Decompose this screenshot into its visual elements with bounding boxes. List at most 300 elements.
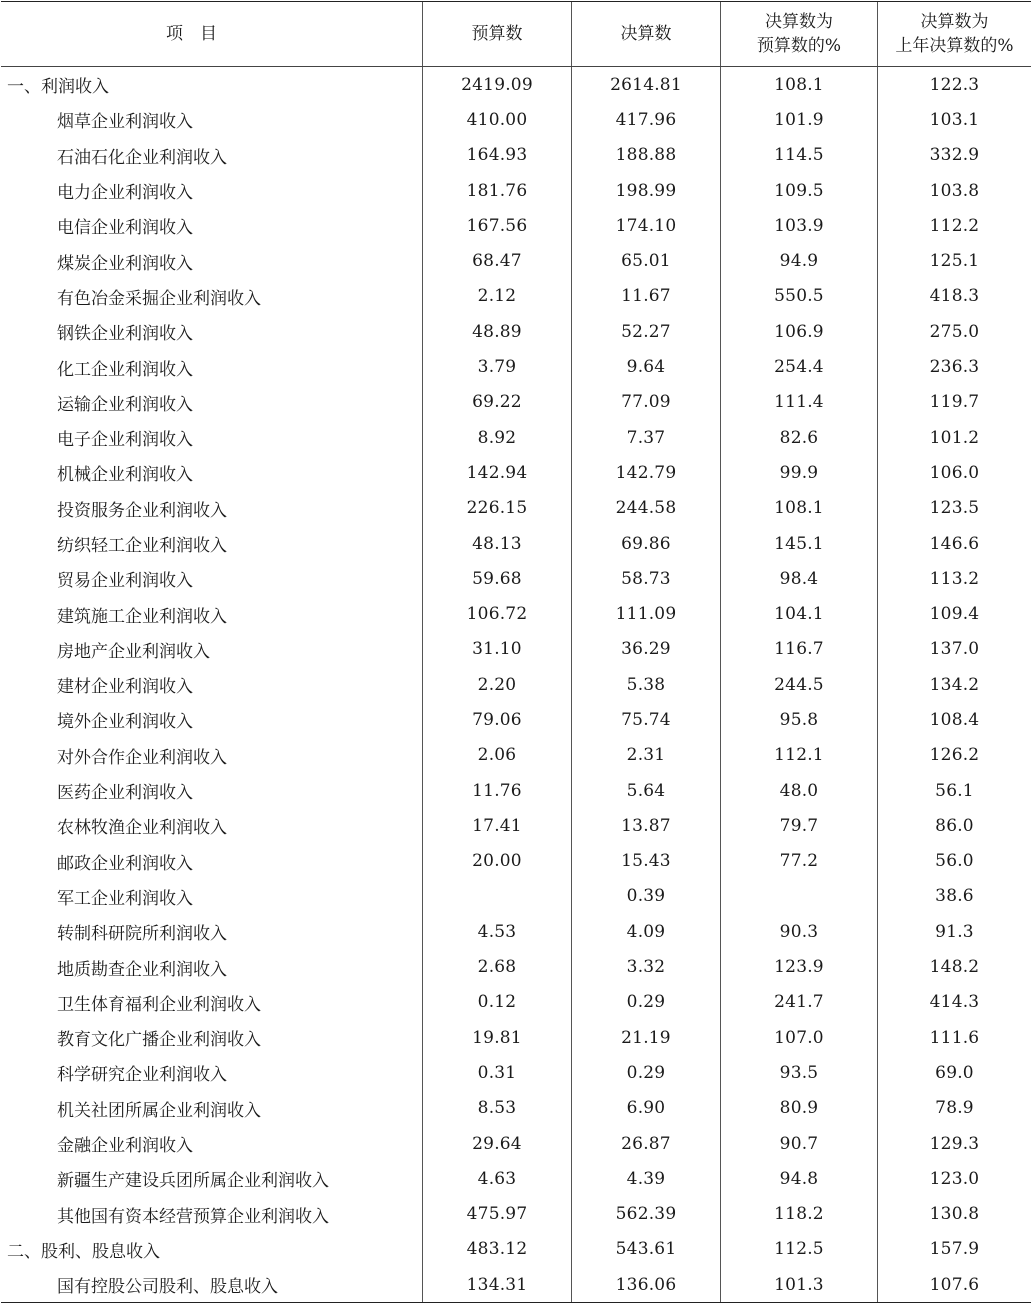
row-item — [1, 138, 422, 173]
header-pct-budget-line1: 决算数为 — [765, 12, 833, 32]
row-budget — [422, 808, 571, 843]
row-pct-prev — [877, 1161, 1031, 1196]
row-item-text: 烟草企业利润收入 — [57, 112, 193, 133]
row-pct-prev — [877, 455, 1031, 490]
row-budget — [422, 1020, 571, 1055]
row-pct-budget-text: 116.7 — [774, 639, 824, 660]
row-pct-budget — [720, 491, 877, 526]
table-row — [1, 632, 1031, 667]
row-pct-budget-text: 101.3 — [774, 1274, 824, 1295]
table-row — [1, 243, 1031, 278]
table-row — [1, 1267, 1031, 1302]
row-item — [1, 314, 422, 349]
row-pct-budget-text: 108.1 — [774, 498, 824, 519]
row-item — [1, 1091, 422, 1126]
row-item — [1, 1126, 422, 1161]
row-final — [571, 491, 720, 526]
row-budget-text: 4.63 — [477, 1168, 517, 1189]
row-final-text: 4.39 — [626, 1168, 666, 1189]
row-item — [1, 596, 422, 631]
row-item-text: 电信企业利润收入 — [57, 218, 193, 239]
row-pct-budget — [720, 455, 877, 490]
row-final-text: 6.90 — [626, 1098, 666, 1119]
row-budget-text: 69.22 — [472, 392, 522, 413]
row-pct-budget-text: 112.1 — [774, 745, 824, 766]
row-item — [1, 1161, 422, 1196]
row-pct-prev — [877, 808, 1031, 843]
row-final — [571, 420, 720, 455]
row-final — [571, 1055, 720, 1090]
row-budget — [422, 632, 571, 667]
row-final — [571, 385, 720, 420]
row-budget-text: 181.76 — [466, 180, 528, 201]
table-row — [1, 808, 1031, 843]
row-item — [1, 491, 422, 526]
row-pct-budget — [720, 420, 877, 455]
row-final — [571, 102, 720, 137]
row-final-text: 417.96 — [615, 109, 677, 130]
table-row — [1, 455, 1031, 490]
table-row — [1, 949, 1031, 984]
row-pct-prev — [877, 632, 1031, 667]
row-budget — [422, 1267, 571, 1302]
row-pct-prev-text: 418.3 — [929, 286, 980, 307]
row-item-text: 对外合作企业利润收入 — [57, 747, 227, 768]
row-pct-budget — [720, 1126, 877, 1161]
row-final-text: 2.31 — [626, 745, 666, 766]
row-pct-prev — [877, 208, 1031, 243]
row-final — [571, 243, 720, 278]
row-item — [1, 455, 422, 490]
row-budget — [422, 596, 571, 631]
row-budget-text: 142.94 — [466, 462, 528, 483]
row-pct-prev-text: 130.8 — [929, 1204, 980, 1225]
row-pct-budget-text: 94.9 — [779, 251, 819, 272]
row-pct-budget-text: 114.5 — [774, 145, 824, 166]
header-budget-label: 预算数 — [471, 24, 523, 44]
row-pct-budget-text: 107.0 — [774, 1027, 824, 1048]
row-pct-budget — [720, 1161, 877, 1196]
row-item-text: 机关社团所属企业利润收入 — [57, 1100, 261, 1121]
row-budget — [422, 773, 571, 808]
table-row — [1, 1161, 1031, 1196]
row-budget-text: 20.00 — [472, 851, 522, 872]
table-body — [1, 67, 1031, 1302]
row-budget — [422, 67, 571, 102]
row-pct-budget — [720, 1055, 877, 1090]
row-pct-prev-text: 91.3 — [935, 921, 974, 942]
row-pct-budget — [720, 561, 877, 596]
row-final-text: 543.61 — [615, 1239, 677, 1260]
row-pct-budget — [720, 208, 877, 243]
row-budget-text: 164.93 — [466, 145, 528, 166]
row-final-text: 0.39 — [626, 886, 666, 907]
header-final — [571, 2, 720, 66]
row-pct-prev — [877, 596, 1031, 631]
table-row — [1, 208, 1031, 243]
row-item-text: 投资服务企业利润收入 — [57, 500, 227, 521]
row-budget — [422, 526, 571, 561]
row-budget — [422, 173, 571, 208]
row-pct-budget — [720, 1267, 877, 1302]
row-final-text: 75.74 — [621, 709, 671, 730]
table-row — [1, 385, 1031, 420]
row-pct-prev-text: 109.4 — [929, 604, 980, 625]
table-row — [1, 67, 1031, 102]
row-item — [1, 173, 422, 208]
row-pct-budget — [720, 667, 877, 702]
budget-table — [1, 1, 1031, 1303]
row-final-text: 69.86 — [621, 533, 671, 554]
row-pct-prev-text: 134.2 — [929, 674, 980, 695]
row-pct-prev — [877, 314, 1031, 349]
row-item-text: 新疆生产建设兵团所属企业利润收入 — [57, 1171, 329, 1192]
row-final — [571, 808, 720, 843]
row-pct-prev — [877, 1267, 1031, 1302]
row-pct-prev-text: 69.0 — [935, 1062, 974, 1083]
row-pct-prev-text: 332.9 — [929, 145, 980, 166]
row-final — [571, 138, 720, 173]
row-item — [1, 102, 422, 137]
row-pct-prev — [877, 526, 1031, 561]
row-final — [571, 208, 720, 243]
row-budget-text: 17.41 — [472, 815, 522, 836]
row-pct-budget — [720, 314, 877, 349]
row-budget — [422, 243, 571, 278]
row-item-text: 煤炭企业利润收入 — [57, 253, 193, 274]
row-final — [571, 349, 720, 384]
row-pct-prev — [877, 243, 1031, 278]
table-row — [1, 1126, 1031, 1161]
row-pct-prev-text: 106.0 — [929, 462, 980, 483]
row-item — [1, 385, 422, 420]
table-row — [1, 596, 1031, 631]
row-item-text: 科学研究企业利润收入 — [57, 1065, 227, 1086]
table-row — [1, 561, 1031, 596]
row-item-text: 石油石化企业利润收入 — [57, 147, 227, 168]
row-budget — [422, 702, 571, 737]
row-item — [1, 1232, 422, 1267]
row-final — [571, 314, 720, 349]
row-final — [571, 738, 720, 773]
row-item-text: 有色冶金采掘企业利润收入 — [57, 288, 261, 309]
table-row — [1, 1091, 1031, 1126]
row-budget-text: 31.10 — [472, 639, 522, 660]
row-pct-prev-text: 123.0 — [929, 1168, 980, 1189]
row-pct-budget-text: 112.5 — [774, 1239, 824, 1260]
row-item — [1, 1055, 422, 1090]
row-pct-budget — [720, 808, 877, 843]
row-pct-prev — [877, 949, 1031, 984]
row-pct-prev — [877, 561, 1031, 596]
row-pct-budget-text: 106.9 — [774, 321, 824, 342]
row-pct-prev — [877, 385, 1031, 420]
row-item-text: 建筑施工企业利润收入 — [57, 606, 227, 627]
row-pct-budget-text: 123.9 — [774, 957, 824, 978]
row-budget-text: 410.00 — [466, 109, 528, 130]
row-final-text: 0.29 — [626, 992, 666, 1013]
row-budget — [422, 455, 571, 490]
row-final — [571, 773, 720, 808]
row-pct-prev-text: 146.6 — [929, 533, 980, 554]
row-budget — [422, 914, 571, 949]
row-item — [1, 738, 422, 773]
row-pct-budget — [720, 879, 877, 914]
row-final — [571, 1267, 720, 1302]
row-final-text: 11.67 — [621, 286, 671, 307]
table-row — [1, 1232, 1031, 1267]
row-final-text: 562.39 — [615, 1204, 677, 1225]
row-pct-budget-text: 111.4 — [774, 392, 824, 413]
table-row — [1, 173, 1031, 208]
row-item-text: 转制科研院所利润收入 — [57, 924, 227, 945]
row-item — [1, 702, 422, 737]
row-item-text: 钢铁企业利润收入 — [57, 324, 193, 345]
row-item-text: 邮政企业利润收入 — [57, 853, 193, 874]
header-pct-prev — [877, 2, 1031, 66]
row-item — [1, 914, 422, 949]
row-pct-prev — [877, 773, 1031, 808]
row-pct-budget-text: 101.9 — [774, 109, 824, 130]
row-pct-budget — [720, 1232, 877, 1267]
row-pct-prev-text: 112.2 — [929, 215, 980, 236]
row-budget — [422, 667, 571, 702]
row-item-text: 电子企业利润收入 — [57, 430, 193, 451]
row-budget-text: 483.12 — [466, 1239, 528, 1260]
row-budget-text: 4.53 — [477, 921, 517, 942]
row-item-text: 医药企业利润收入 — [57, 783, 193, 804]
row-item-text: 地质勘查企业利润收入 — [57, 959, 227, 980]
row-final — [571, 173, 720, 208]
row-pct-prev — [877, 173, 1031, 208]
row-item — [1, 561, 422, 596]
row-pct-prev — [877, 138, 1031, 173]
row-item-text: 境外企业利润收入 — [57, 712, 193, 733]
table-row — [1, 349, 1031, 384]
row-pct-prev-text: 103.1 — [929, 109, 980, 130]
row-final-text: 58.73 — [621, 568, 671, 589]
row-pct-budget — [720, 985, 877, 1020]
row-final-text: 5.64 — [626, 780, 666, 801]
row-final — [571, 279, 720, 314]
row-final-text: 198.99 — [615, 180, 677, 201]
row-item — [1, 1267, 422, 1302]
row-final-text: 7.37 — [626, 427, 666, 448]
row-item — [1, 844, 422, 879]
row-final-text: 2614.81 — [610, 74, 682, 95]
row-budget-text: 2.20 — [477, 674, 517, 695]
row-pct-prev-text: 101.2 — [929, 427, 980, 448]
header-pct-budget-line2: 预算数的% — [756, 36, 842, 56]
row-final — [571, 596, 720, 631]
table-row — [1, 1197, 1031, 1232]
row-pct-prev-text: 275.0 — [929, 321, 980, 342]
row-final-text: 5.38 — [626, 674, 666, 695]
row-final-text: 15.43 — [621, 851, 671, 872]
row-pct-prev — [877, 879, 1031, 914]
row-item-text: 农林牧渔企业利润收入 — [57, 818, 227, 839]
row-pct-prev-text: 103.8 — [929, 180, 980, 201]
row-pct-budget — [720, 914, 877, 949]
header-budget — [422, 2, 571, 66]
row-item-text: 军工企业利润收入 — [57, 888, 193, 909]
row-budget-text: 48.13 — [472, 533, 522, 554]
row-item — [1, 632, 422, 667]
table-row — [1, 138, 1031, 173]
row-budget-text: 3.79 — [477, 357, 517, 378]
row-final — [571, 702, 720, 737]
row-budget-text: 106.72 — [466, 604, 528, 625]
row-budget — [422, 279, 571, 314]
row-pct-budget-text: 118.2 — [774, 1204, 824, 1225]
row-pct-prev-text: 56.0 — [935, 851, 974, 872]
row-pct-prev — [877, 667, 1031, 702]
row-final — [571, 844, 720, 879]
row-final-text: 36.29 — [621, 639, 671, 660]
row-final-text: 3.32 — [626, 957, 666, 978]
table-row — [1, 314, 1031, 349]
row-final-text: 77.09 — [621, 392, 671, 413]
table-row — [1, 491, 1031, 526]
row-pct-prev — [877, 491, 1031, 526]
header-pct-prev-line2: 上年决算数的% — [895, 36, 1014, 56]
row-pct-prev-text: 56.1 — [935, 780, 974, 801]
row-final-text: 52.27 — [621, 321, 671, 342]
table-row — [1, 1020, 1031, 1055]
row-budget — [422, 1197, 571, 1232]
row-final — [571, 1197, 720, 1232]
row-pct-budget-text: 254.4 — [774, 357, 824, 378]
row-final-text: 142.79 — [615, 462, 677, 483]
row-item-text: 建材企业利润收入 — [57, 677, 193, 698]
row-budget — [422, 561, 571, 596]
row-final-text: 13.87 — [621, 815, 671, 836]
row-budget-text: 2.12 — [477, 286, 517, 307]
row-budget-text: 167.56 — [466, 215, 528, 236]
row-pct-prev-text: 137.0 — [929, 639, 980, 660]
row-pct-budget-text: 145.1 — [774, 533, 824, 554]
row-final — [571, 1232, 720, 1267]
row-budget-text: 68.47 — [472, 251, 522, 272]
row-pct-budget-text: 244.5 — [774, 674, 824, 695]
row-final — [571, 1020, 720, 1055]
row-final-text: 188.88 — [615, 145, 677, 166]
row-pct-prev-text: 38.6 — [935, 886, 974, 907]
row-budget-text: 8.92 — [477, 427, 517, 448]
row-final-text: 21.19 — [621, 1027, 671, 1048]
row-pct-budget — [720, 596, 877, 631]
row-pct-budget-text: 241.7 — [774, 992, 824, 1013]
row-budget — [422, 1126, 571, 1161]
row-pct-budget — [720, 1091, 877, 1126]
row-pct-prev-text: 119.7 — [929, 392, 980, 413]
table-row — [1, 985, 1031, 1020]
row-budget-text: 0.31 — [477, 1062, 517, 1083]
row-pct-prev — [877, 985, 1031, 1020]
row-pct-prev — [877, 1197, 1031, 1232]
row-final — [571, 1161, 720, 1196]
row-pct-budget-text: 99.9 — [779, 462, 819, 483]
row-item-text: 国有控股公司股利、股息收入 — [57, 1277, 278, 1298]
row-pct-budget-text: 90.7 — [779, 1133, 819, 1154]
row-pct-budget-text: 98.4 — [779, 568, 819, 589]
row-pct-prev-text: 86.0 — [935, 815, 974, 836]
row-pct-budget — [720, 526, 877, 561]
row-item-text: 贸易企业利润收入 — [57, 571, 193, 592]
row-item — [1, 208, 422, 243]
row-pct-prev — [877, 738, 1031, 773]
row-pct-budget — [720, 738, 877, 773]
table-row — [1, 102, 1031, 137]
row-pct-budget-text: 93.5 — [779, 1062, 819, 1083]
row-pct-prev — [877, 349, 1031, 384]
row-item — [1, 1197, 422, 1232]
row-pct-prev-text: 129.3 — [929, 1133, 980, 1154]
row-pct-prev-text: 126.2 — [929, 745, 980, 766]
row-final — [571, 1091, 720, 1126]
row-budget-text: 29.64 — [472, 1133, 522, 1154]
table-row — [1, 738, 1031, 773]
row-final — [571, 879, 720, 914]
row-item-text: 教育文化广播企业利润收入 — [57, 1030, 261, 1051]
row-pct-budget-text: 94.8 — [779, 1168, 819, 1189]
table-row — [1, 420, 1031, 455]
row-pct-budget — [720, 349, 877, 384]
row-budget-text: 19.81 — [472, 1027, 522, 1048]
row-final — [571, 985, 720, 1020]
table-row — [1, 702, 1031, 737]
row-pct-prev — [877, 1126, 1031, 1161]
row-pct-budget — [720, 1020, 877, 1055]
row-item-text: 纺织轻工企业利润收入 — [57, 536, 227, 556]
table-row — [1, 526, 1031, 561]
row-budget-text: 0.12 — [477, 992, 517, 1013]
row-final — [571, 667, 720, 702]
row-pct-budget — [720, 102, 877, 137]
row-item — [1, 985, 422, 1020]
row-item — [1, 526, 422, 561]
row-final — [571, 949, 720, 984]
header-item-label: 项 目 — [166, 24, 217, 44]
row-final-text: 0.29 — [626, 1062, 666, 1083]
row-pct-prev-text: 148.2 — [929, 957, 980, 978]
row-pct-budget — [720, 1197, 877, 1232]
row-budget — [422, 491, 571, 526]
row-item-text: 卫生体育福利企业利润收入 — [57, 994, 261, 1015]
row-pct-prev — [877, 914, 1031, 949]
row-final-text: 174.10 — [615, 215, 677, 236]
row-pct-budget-text: 104.1 — [774, 604, 824, 625]
row-budget — [422, 1232, 571, 1267]
row-pct-budget — [720, 138, 877, 173]
row-budget-text: 475.97 — [466, 1204, 528, 1225]
row-budget — [422, 102, 571, 137]
row-pct-prev — [877, 67, 1031, 102]
row-budget — [422, 844, 571, 879]
row-budget — [422, 1091, 571, 1126]
row-item-text: 化工企业利润收入 — [57, 359, 193, 380]
row-final-text: 111.09 — [615, 604, 677, 625]
row-pct-budget-text: 550.5 — [774, 286, 824, 307]
row-item — [1, 949, 422, 984]
row-pct-budget — [720, 632, 877, 667]
row-budget-text: 59.68 — [472, 568, 522, 589]
row-pct-prev-text: 78.9 — [935, 1098, 974, 1119]
table-row — [1, 773, 1031, 808]
row-pct-budget-text: 77.2 — [779, 851, 819, 872]
row-pct-prev — [877, 1055, 1031, 1090]
header-pct-budget — [720, 2, 877, 66]
